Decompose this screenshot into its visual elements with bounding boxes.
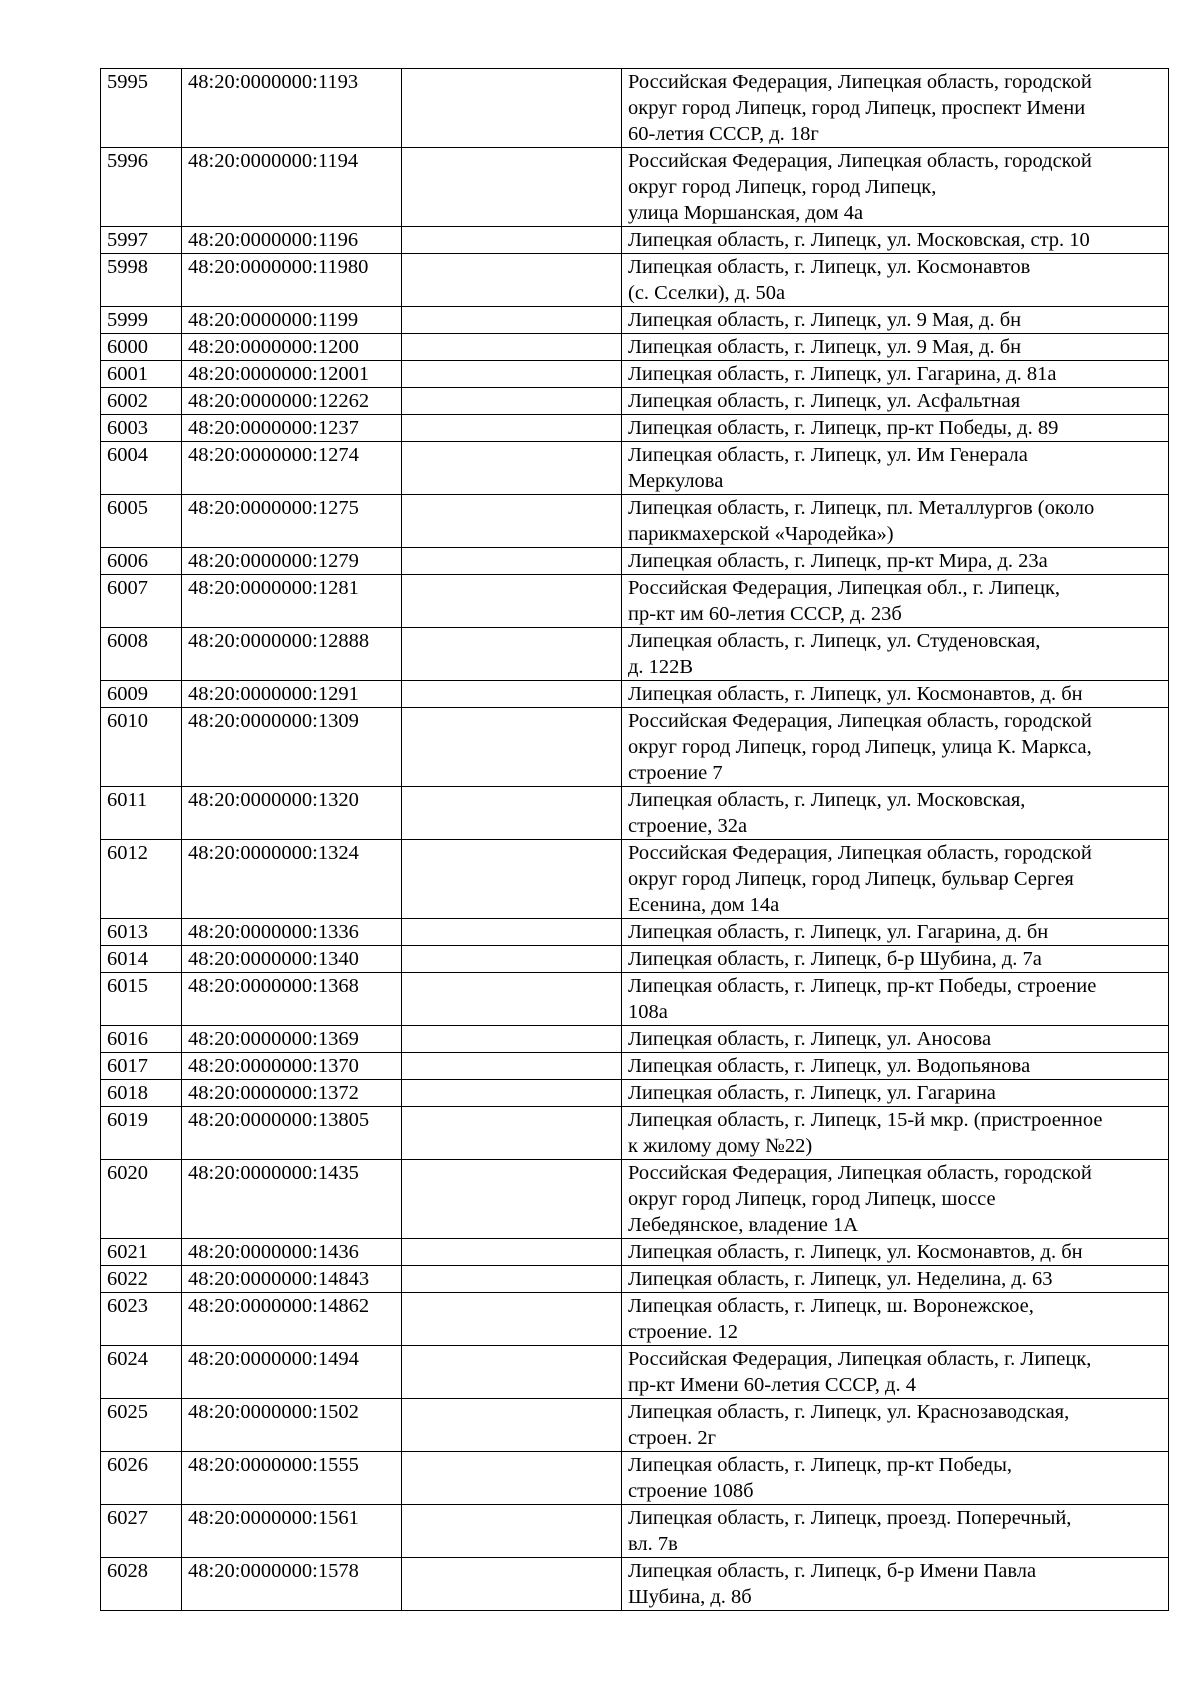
address-line: Липецкая область, г. Липецк, пр-кт Победы, — [628, 1454, 1013, 1476]
address-line: Липецкая область, г. Липецк, пр-кт Мира, д. 23а — [628, 550, 1048, 572]
address-cell — [622, 415, 1169, 442]
address-line: пр-кт им 60-летия СССР, д. 23б — [628, 603, 902, 625]
table-row — [101, 388, 1169, 415]
cadastral-number-cell: 48:20:0000000:1578 — [182, 1558, 402, 1611]
table-row — [101, 840, 1169, 919]
table-row — [101, 69, 1169, 148]
cadastral-number-cell: 48:20:0000000:1274 — [182, 442, 402, 495]
address-cell — [622, 1558, 1169, 1611]
address-line: Липецкая область, г. Липецк, ул. Московская, — [628, 789, 1026, 811]
address-line: 108а — [628, 1001, 668, 1023]
row-number-cell: 6019 — [101, 1107, 182, 1160]
cadastral-number-cell: 48:20:0000000:1196 — [182, 227, 402, 254]
table-row — [101, 307, 1169, 334]
row-number-cell: 6016 — [101, 1026, 182, 1053]
address-line: д. 122В — [628, 656, 694, 678]
empty-cell — [402, 495, 622, 548]
address-cell — [622, 708, 1169, 787]
address-line: Российская Федерация, Липецкая область, городской — [628, 710, 1092, 732]
address-line: Липецкая область, г. Липецк, ш. Воронежское, — [628, 1295, 1034, 1317]
empty-cell — [402, 227, 622, 254]
cadastral-number-cell: 48:20:0000000:1436 — [182, 1239, 402, 1266]
empty-cell — [402, 361, 622, 388]
row-number-cell: 6024 — [101, 1346, 182, 1399]
address-line: Липецкая область, г. Липецк, ул. Космонавтов, д. бн — [628, 683, 1083, 705]
row-number-cell: 6018 — [101, 1080, 182, 1107]
row-number-cell: 6015 — [101, 973, 182, 1026]
address-line: Лебедянское, владение 1А — [628, 1214, 859, 1236]
row-number-cell: 5997 — [101, 227, 182, 254]
address-cell — [622, 148, 1169, 227]
address-line: Липецкая область, г. Липецк, ул. Космонавтов — [628, 256, 1031, 278]
cadastral-number-cell: 48:20:0000000:13805 — [182, 1107, 402, 1160]
row-number-cell: 6027 — [101, 1505, 182, 1558]
row-number-cell: 6004 — [101, 442, 182, 495]
cadastral-number-cell: 48:20:0000000:1370 — [182, 1053, 402, 1080]
row-number-cell: 5996 — [101, 148, 182, 227]
empty-cell — [402, 1346, 622, 1399]
empty-cell — [402, 628, 622, 681]
address-cell — [622, 628, 1169, 681]
row-number-cell: 6012 — [101, 840, 182, 919]
address-cell — [622, 1293, 1169, 1346]
address-line: Липецкая область, г. Липецк, ул. Космонавтов, д. бн — [628, 1241, 1083, 1263]
table-row — [101, 361, 1169, 388]
address-cell — [622, 361, 1169, 388]
empty-cell — [402, 973, 622, 1026]
address-line: округ город Липецк, город Липецк, проспект Имени — [628, 97, 1086, 119]
row-number-cell: 6003 — [101, 415, 182, 442]
cadastral-number-cell: 48:20:0000000:1336 — [182, 919, 402, 946]
row-number-cell: 6023 — [101, 1293, 182, 1346]
empty-cell — [402, 1505, 622, 1558]
address-cell — [622, 254, 1169, 307]
address-line: Липецкая область, г. Липецк, ул. Асфальтная — [628, 390, 1021, 412]
address-cell — [622, 1399, 1169, 1452]
address-cell — [622, 1026, 1169, 1053]
empty-cell — [402, 388, 622, 415]
table-row — [101, 919, 1169, 946]
empty-cell — [402, 148, 622, 227]
table-row — [101, 681, 1169, 708]
cadastral-number-cell: 48:20:0000000:1193 — [182, 69, 402, 148]
address-cell — [622, 495, 1169, 548]
address-line: вл. 7в — [628, 1533, 678, 1555]
address-line: Липецкая область, г. Липецк, ул. Гагарина, д. бн — [628, 921, 1049, 943]
address-line: 60-летия СССР, д. 18г — [628, 123, 819, 145]
address-line: строение, 32а — [628, 815, 748, 837]
cadastral-number-cell: 48:20:0000000:12262 — [182, 388, 402, 415]
table-row — [101, 575, 1169, 628]
table-row — [101, 1239, 1169, 1266]
empty-cell — [402, 1107, 622, 1160]
row-number-cell: 6010 — [101, 708, 182, 787]
address-line: Липецкая область, г. Липецк, 15-й мкр. (пристроенное — [628, 1109, 1103, 1131]
table-row — [101, 1293, 1169, 1346]
cadastral-number-cell: 48:20:0000000:1320 — [182, 787, 402, 840]
empty-cell — [402, 1080, 622, 1107]
table-row — [101, 973, 1169, 1026]
address-cell — [622, 1053, 1169, 1080]
address-line: округ город Липецк, город Липецк, — [628, 176, 937, 198]
empty-cell — [402, 69, 622, 148]
empty-cell — [402, 1239, 622, 1266]
address-line: Липецкая область, г. Липецк, ул. Гагарина — [628, 1082, 996, 1104]
empty-cell — [402, 1558, 622, 1611]
document-page — [100, 68, 1168, 1611]
address-line: Российская Федерация, Липецкая область, городской — [628, 842, 1092, 864]
address-cell — [622, 1505, 1169, 1558]
registry-table-body — [101, 69, 1169, 1611]
row-number-cell: 6007 — [101, 575, 182, 628]
address-line: округ город Липецк, город Липецк, бульвар Сергея — [628, 868, 1074, 890]
address-line: Российская Федерация, Липецкая область, городской — [628, 150, 1092, 172]
address-line: пр-кт Имени 60-летия СССР, д. 4 — [628, 1374, 916, 1396]
empty-cell — [402, 442, 622, 495]
empty-cell — [402, 1266, 622, 1293]
cadastral-number-cell: 48:20:0000000:14862 — [182, 1293, 402, 1346]
address-cell — [622, 1452, 1169, 1505]
table-row — [101, 1053, 1169, 1080]
row-number-cell: 6026 — [101, 1452, 182, 1505]
address-line: Липецкая область, г. Липецк, ул. Аносова — [628, 1028, 992, 1050]
address-line: Липецкая область, г. Липецк, пр-кт Победы, строение — [628, 975, 1097, 997]
address-line: строение 7 — [628, 762, 723, 784]
empty-cell — [402, 548, 622, 575]
empty-cell — [402, 254, 622, 307]
table-row — [101, 334, 1169, 361]
address-cell — [622, 1160, 1169, 1239]
address-cell — [622, 388, 1169, 415]
address-line: Российская Федерация, Липецкая область, городской — [628, 71, 1092, 93]
registry-table — [100, 68, 1169, 1611]
empty-cell — [402, 1053, 622, 1080]
address-line: Липецкая область, г. Липецк, ул. Студеновская, — [628, 630, 1041, 652]
table-row — [101, 1346, 1169, 1399]
row-number-cell: 6000 — [101, 334, 182, 361]
table-row — [101, 1160, 1169, 1239]
empty-cell — [402, 681, 622, 708]
table-row — [101, 1505, 1169, 1558]
cadastral-number-cell: 48:20:0000000:1200 — [182, 334, 402, 361]
cadastral-number-cell: 48:20:0000000:1199 — [182, 307, 402, 334]
address-cell — [622, 334, 1169, 361]
address-line: улица Моршанская, дом 4а — [628, 202, 864, 224]
address-line: Российская Федерация, Липецкая обл., г. Липецк, — [628, 577, 1061, 599]
empty-cell — [402, 840, 622, 919]
empty-cell — [402, 787, 622, 840]
table-row — [101, 946, 1169, 973]
empty-cell — [402, 1160, 622, 1239]
address-line: строение. 12 — [628, 1321, 738, 1343]
address-line: Липецкая область, г. Липецк, ул. Краснозаводская, — [628, 1401, 1070, 1423]
cadastral-number-cell: 48:20:0000000:1279 — [182, 548, 402, 575]
address-line: Российская Федерация, Липецкая область, г. Липецк, — [628, 1348, 1092, 1370]
empty-cell — [402, 919, 622, 946]
table-row — [101, 1026, 1169, 1053]
cadastral-number-cell: 48:20:0000000:12001 — [182, 361, 402, 388]
address-cell — [622, 227, 1169, 254]
row-number-cell: 5999 — [101, 307, 182, 334]
row-number-cell: 6022 — [101, 1266, 182, 1293]
address-line: Липецкая область, г. Липецк, б-р Имени Павла — [628, 1560, 1037, 1582]
empty-cell — [402, 1293, 622, 1346]
row-number-cell: 5995 — [101, 69, 182, 148]
cadastral-number-cell: 48:20:0000000:1435 — [182, 1160, 402, 1239]
address-cell — [622, 548, 1169, 575]
address-line: Липецкая область, г. Липецк, пл. Металлургов (около — [628, 497, 1095, 519]
address-line: к жилому дому №22) — [628, 1135, 813, 1157]
address-cell — [622, 307, 1169, 334]
empty-cell — [402, 307, 622, 334]
address-line: Липецкая область, г. Липецк, ул. 9 Мая, д. бн — [628, 336, 1022, 358]
address-cell — [622, 787, 1169, 840]
table-row — [101, 708, 1169, 787]
cadastral-number-cell: 48:20:0000000:1281 — [182, 575, 402, 628]
cadastral-number-cell: 48:20:0000000:1502 — [182, 1399, 402, 1452]
address-cell — [622, 442, 1169, 495]
table-row — [101, 227, 1169, 254]
table-row — [101, 1399, 1169, 1452]
address-line: Липецкая область, г. Липецк, ул. Им Генерала — [628, 444, 1028, 466]
row-number-cell: 6021 — [101, 1239, 182, 1266]
table-row — [101, 628, 1169, 681]
address-line: Липецкая область, г. Липецк, проезд. Поперечный, — [628, 1507, 1072, 1529]
empty-cell — [402, 1026, 622, 1053]
address-line: Липецкая область, г. Липецк, ул. 9 Мая, д. бн — [628, 309, 1022, 331]
cadastral-number-cell: 48:20:0000000:1291 — [182, 681, 402, 708]
table-row — [101, 254, 1169, 307]
row-number-cell: 6006 — [101, 548, 182, 575]
cadastral-number-cell: 48:20:0000000:1237 — [182, 415, 402, 442]
address-cell — [622, 1080, 1169, 1107]
row-number-cell: 6014 — [101, 946, 182, 973]
cadastral-number-cell: 48:20:0000000:1194 — [182, 148, 402, 227]
address-cell — [622, 946, 1169, 973]
row-number-cell: 6001 — [101, 361, 182, 388]
table-row — [101, 1107, 1169, 1160]
address-cell — [622, 1266, 1169, 1293]
table-row — [101, 415, 1169, 442]
address-line: Есенина, дом 14а — [628, 894, 780, 916]
row-number-cell: 6013 — [101, 919, 182, 946]
address-cell — [622, 1346, 1169, 1399]
table-row — [101, 1266, 1169, 1293]
address-line: Липецкая область, г. Липецк, ул. Неделина, д. 63 — [628, 1268, 1053, 1290]
address-cell — [622, 69, 1169, 148]
empty-cell — [402, 415, 622, 442]
table-row — [101, 495, 1169, 548]
address-line: Липецкая область, г. Липецк, ул. Водопьянова — [628, 1055, 1031, 1077]
table-row — [101, 1558, 1169, 1611]
cadastral-number-cell: 48:20:0000000:1555 — [182, 1452, 402, 1505]
address-line: Липецкая область, г. Липецк, б-р Шубина, д. 7а — [628, 948, 1042, 970]
empty-cell — [402, 1452, 622, 1505]
address-line: округ город Липецк, город Липецк, улица К. Маркса, — [628, 736, 1092, 758]
address-line: Липецкая область, г. Липецк, ул. Гагарина, д. 81а — [628, 363, 1057, 385]
address-cell — [622, 1239, 1169, 1266]
row-number-cell: 6017 — [101, 1053, 182, 1080]
address-line: (с. Сселки), д. 50а — [628, 282, 786, 304]
address-cell — [622, 973, 1169, 1026]
row-number-cell: 6011 — [101, 787, 182, 840]
row-number-cell: 6005 — [101, 495, 182, 548]
address-cell — [622, 681, 1169, 708]
table-row — [101, 1452, 1169, 1505]
address-line: строен. 2г — [628, 1427, 717, 1449]
table-row — [101, 548, 1169, 575]
cadastral-number-cell: 48:20:0000000:1372 — [182, 1080, 402, 1107]
cadastral-number-cell: 48:20:0000000:1369 — [182, 1026, 402, 1053]
empty-cell — [402, 1399, 622, 1452]
row-number-cell: 6002 — [101, 388, 182, 415]
cadastral-number-cell: 48:20:0000000:14843 — [182, 1266, 402, 1293]
row-number-cell: 6020 — [101, 1160, 182, 1239]
table-row — [101, 442, 1169, 495]
table-row — [101, 148, 1169, 227]
address-line: Меркулова — [628, 470, 724, 492]
address-line: парикмахерской «Чародейка») — [628, 523, 894, 545]
table-row — [101, 787, 1169, 840]
cadastral-number-cell: 48:20:0000000:1561 — [182, 1505, 402, 1558]
cadastral-number-cell: 48:20:0000000:1494 — [182, 1346, 402, 1399]
row-number-cell: 6008 — [101, 628, 182, 681]
address-line: Шубина, д. 8б — [628, 1586, 752, 1608]
address-line: Липецкая область, г. Липецк, ул. Московская, стр. 10 — [628, 229, 1090, 251]
address-line: Российская Федерация, Липецкая область, городской — [628, 1162, 1092, 1184]
empty-cell — [402, 575, 622, 628]
address-cell — [622, 1107, 1169, 1160]
empty-cell — [402, 708, 622, 787]
cadastral-number-cell: 48:20:0000000:12888 — [182, 628, 402, 681]
address-cell — [622, 840, 1169, 919]
cadastral-number-cell: 48:20:0000000:1324 — [182, 840, 402, 919]
table-row — [101, 1080, 1169, 1107]
row-number-cell: 6009 — [101, 681, 182, 708]
row-number-cell: 5998 — [101, 254, 182, 307]
cadastral-number-cell: 48:20:0000000:1340 — [182, 946, 402, 973]
row-number-cell: 6028 — [101, 1558, 182, 1611]
cadastral-number-cell: 48:20:0000000:1368 — [182, 973, 402, 1026]
address-line: строение 108б — [628, 1480, 754, 1502]
address-cell — [622, 919, 1169, 946]
row-number-cell: 6025 — [101, 1399, 182, 1452]
empty-cell — [402, 946, 622, 973]
address-line: Липецкая область, г. Липецк, пр-кт Победы, д. 89 — [628, 417, 1059, 439]
cadastral-number-cell: 48:20:0000000:11980 — [182, 254, 402, 307]
address-line: округ город Липецк, город Липецк, шоссе — [628, 1188, 996, 1210]
cadastral-number-cell: 48:20:0000000:1309 — [182, 708, 402, 787]
address-cell — [622, 575, 1169, 628]
cadastral-number-cell: 48:20:0000000:1275 — [182, 495, 402, 548]
empty-cell — [402, 334, 622, 361]
